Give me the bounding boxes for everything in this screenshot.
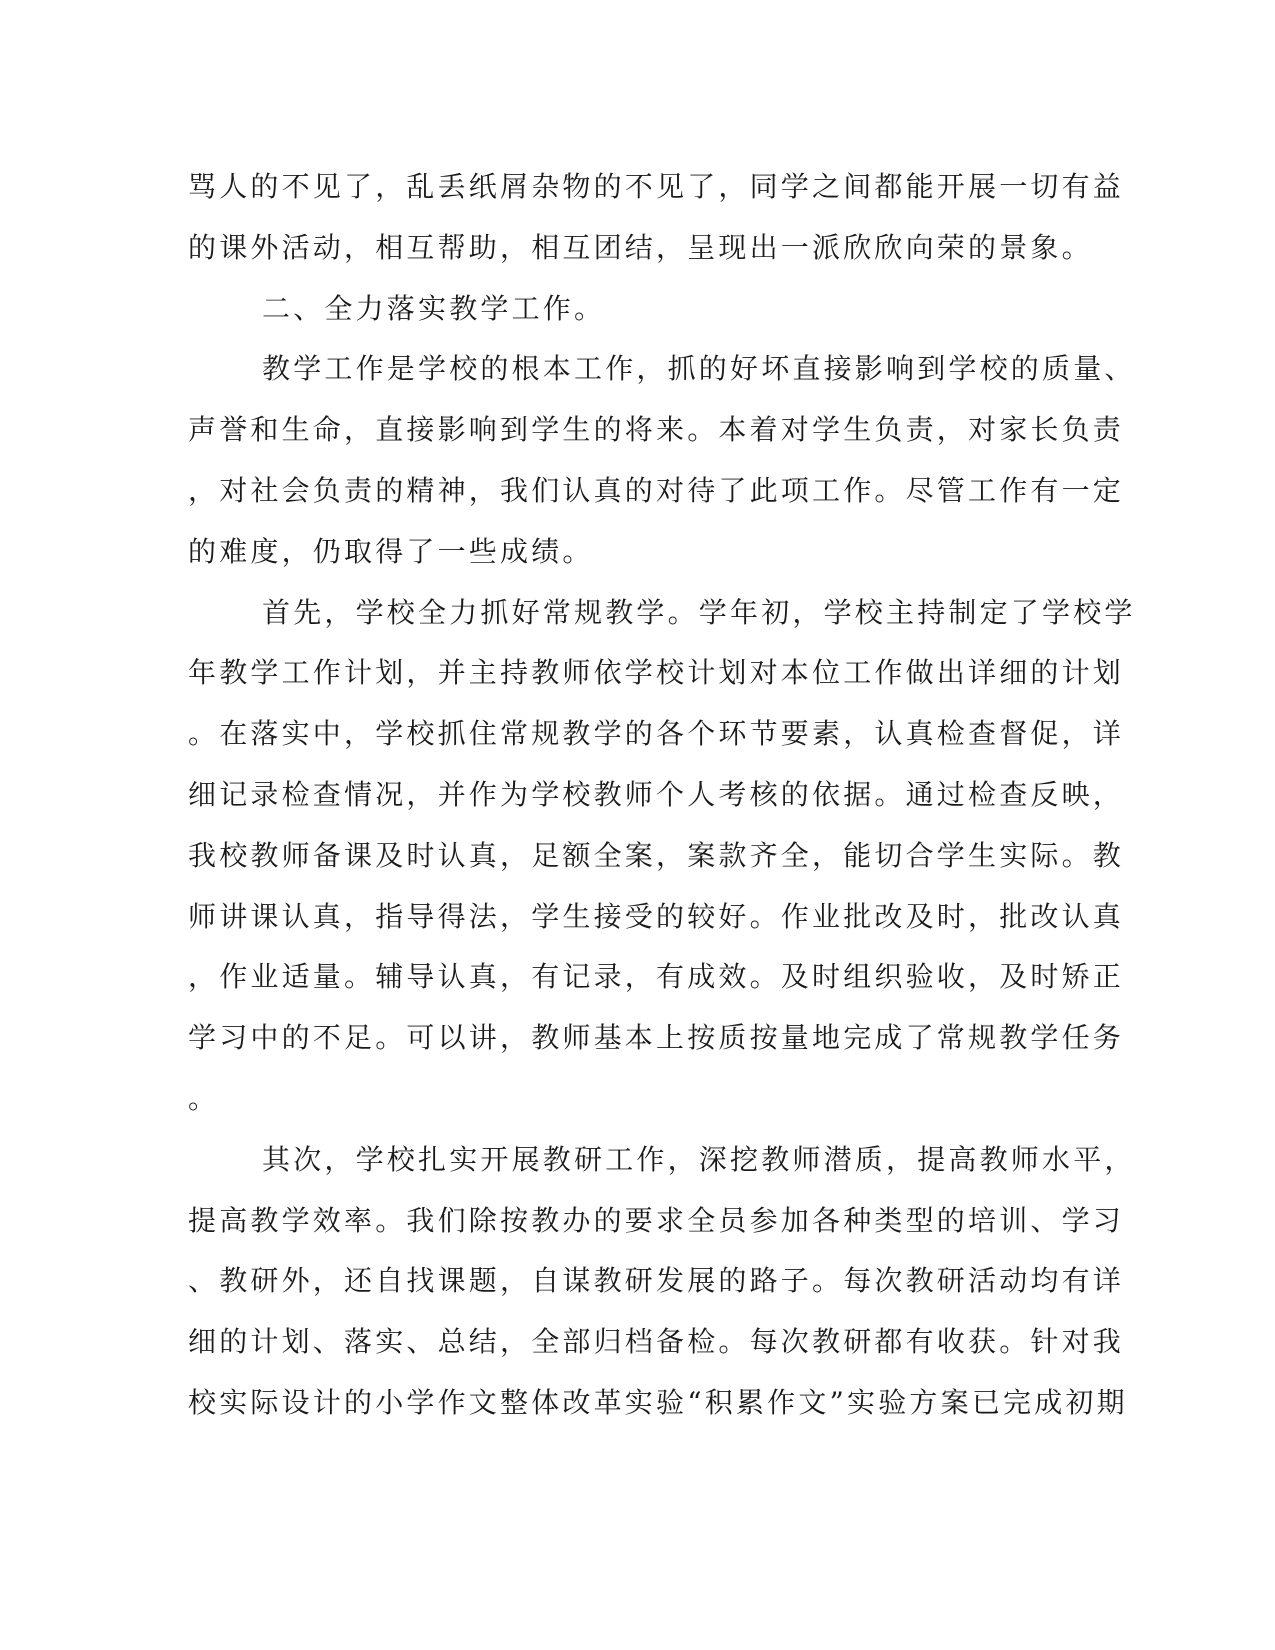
text-line: 首先，学校全力抓好常规教学。学年初，学校主持制定了学校学 [262, 595, 1136, 629]
document-body [188, 157, 1136, 1434]
text-line: 其次，学校扎实开展教研工作，深挖教师潜质，提高教师水平， [262, 1142, 1136, 1176]
text-line: 二、全力落实教学工作。 [262, 291, 606, 325]
text-line: 骂人的不见了，乱丢纸屑杂物的不见了，同学之间都能开展一切有益 [188, 170, 1125, 203]
text-line: 细的计划、落实、总结，全部归档备检。每次教研都有收获。针对我 [188, 1325, 1125, 1359]
text-line: 师讲课认真，指导得法，学生接受的较好。作业批改及时，批改认真 [188, 899, 1125, 933]
text-line: 细记录检查情况，并作为学校教师个人考核的依据。通过检查反映， [188, 777, 1125, 811]
text-line: 校实际设计的小学作文整体改革实验“积累作文”实验方案已完成初期 [188, 1385, 1128, 1419]
text-line: 、教研外，还自找课题，自谋教研发展的路子。每次教研活动均有详 [188, 1264, 1125, 1298]
text-line: 。 [188, 1081, 220, 1115]
text-line: 学习中的不足。可以讲，教师基本上按质按量地完成了常规教学任务 [188, 1021, 1125, 1055]
text-line: 我校教师备课及时认真，足额全案，案款齐全，能切合学生实际。教 [188, 838, 1125, 872]
text-line: ，对社会负责的精神，我们认真的对待了此项工作。尽管工作有一定 [188, 473, 1125, 507]
text-line: 的课外活动，相互帮助，相互团结，呈现出一派欣欣向荣的景象。 [188, 230, 1093, 264]
text-line: ，作业适量。辅导认真，有记录，有成效。及时组织验收，及时矫正 [188, 960, 1125, 994]
text-line: 年教学工作计划，并主持教师依学校计划对本位工作做出详细的计划 [188, 656, 1125, 690]
text-line: 的难度，仍取得了一些成绩。 [188, 534, 594, 568]
text-line: 声誉和生命，直接影响到学生的将来。本着对学生负责，对家长负责 [188, 413, 1125, 447]
text-line: 。在落实中，学校抓住常规教学的各个环节要素，认真检查督促，详 [188, 717, 1125, 751]
text-line: 提高教学效率。我们除按教办的要求全员参加各种类型的培训、学习 [188, 1203, 1125, 1237]
text-line: 教学工作是学校的根本工作，抓的好坏直接影响到学校的质量、 [262, 352, 1136, 386]
